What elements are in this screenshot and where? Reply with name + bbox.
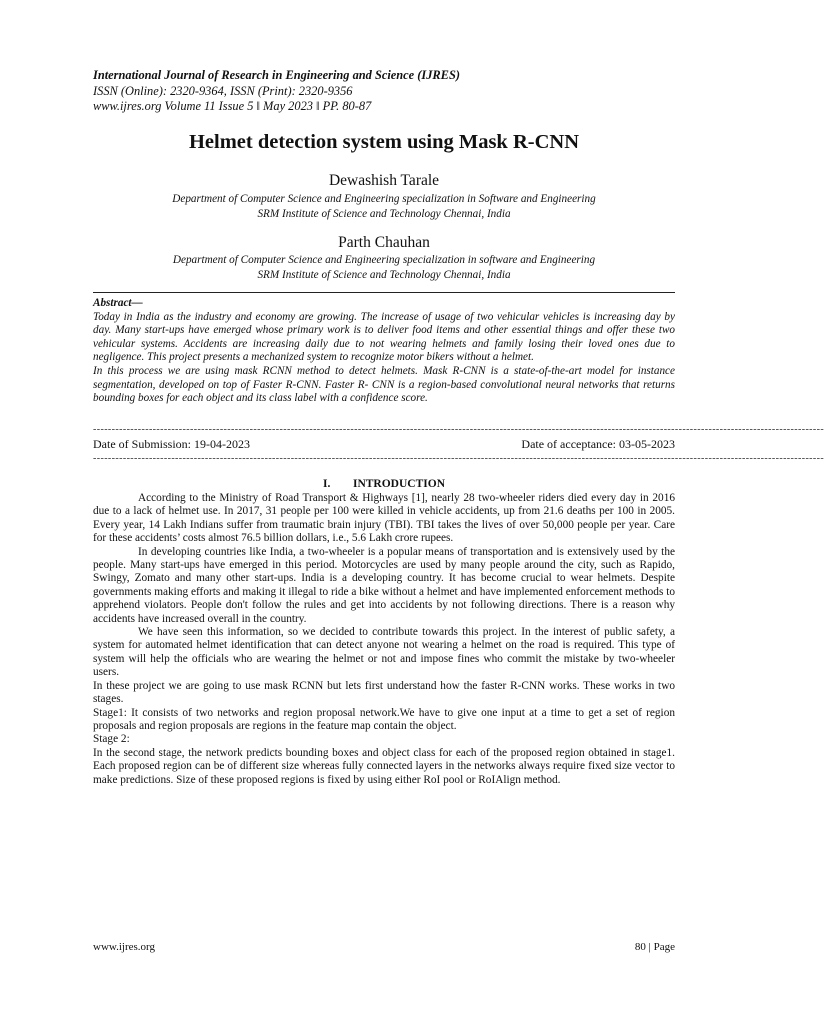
author-department-1: Department of Computer Science and Engineering specialization in Software and Engineering [172,193,596,205]
footer-site: www.ijres.org [93,941,156,953]
paper-title: Helmet detection system using Mask R-CNN [188,131,580,153]
author-name-1: Dewashish Tarale [328,172,440,189]
abstract-heading: Abstract— [93,297,143,309]
dashed-divider-bottom: ---------------------------------------------------------------------------------------------------------------------------------------------------------------------------------------------------- [93,453,824,464]
author-department-2: Department of Computer Science and Engineering specialization in software and Engineering [172,254,596,266]
journal-name: International Journal of Research in Engineering and Science (IJRES) [93,68,460,82]
body-paragraph: Stage 2: [93,733,130,746]
abstract-paragraph-1: Today in India as the industry and economy are growing. The increase of usage of two vehicular vehicles is increasing day by day. Many start-ups have emerged whose primary work is to deliver food items and other essential things and offer these two vehicular systems. Accidents are increasing daily due to not wearing helmets and family losing their loved ones due to negligence. This project presents a mechanized system to recognize motor bikers without a helmet. [93,310,675,364]
author-institution-1: SRM Institute of Science and Technology Chennai, India [257,208,511,220]
abstract-top-rule [93,292,675,293]
body-paragraph: Stage1: It consists of two networks and region proposal network.We have to give one input at a time to get a set of region proposals and region proposals are regions in the feature map contain the object. [93,706,675,732]
body-paragraph: We have seen this information, so we decided to contribute towards this project. In the interest of public safety, a system for automated helmet identification that can detect anyone not wearing a helmet on the road is required. This type of system will help the officials who are wearing the helmet or not and impose fines who commit the mistake by two-wheeler users. [93,626,675,679]
section-number: I. [322,478,331,490]
abstract [93,297,675,406]
body-paragraph: According to the Ministry of Road Transport & Highways [1], nearly 28 two-wheeler riders died every day in 2016 due to a lack of helmet use. In 2017, 31 people per 100 were killed in vehicle accidents, up from 21.6 deaths per 100 in 2005. Every year, 14 Lakh Indians suffer from traumatic brain injury (TBI). TBI takes the lives of over 50,000 people per year. Care for these accidents’ costs almost 76.5 billion dollars, i.e., 5.6 Lakh crore rupees. [93,492,675,545]
body-text [93,492,675,787]
dashed-divider-top: ---------------------------------------------------------------------------------------------------------------------------------------------------------------------------------------------------- [93,424,824,435]
journal-volume: www.ijres.org Volume 11 Issue 5 ǁ May 2023 ǁ PP. 80-87 [93,99,372,113]
author-name-2: Parth Chauhan [338,234,430,251]
section-title: INTRODUCTION [352,478,445,490]
acceptance-date: Date of acceptance: 03-05-2023 [521,437,675,451]
footer-page-number: 80 | Page [634,941,675,953]
abstract-paragraph-2: In this process we are using mask RCNN method to detect helmets. Mask R-CNN is a state-of-the-art model for instance segmentation, developed on top of Faster R-CNN. Faster R- CNN is a region-based convolutional neural networks that returns bounding boxes for each object and its class label with a confidence score. [93,364,675,405]
body-paragraph: In developing countries like India, a two-wheeler is a popular means of transportation and is extensively used by the people. Many start-ups have emerged in this period. Motorcycles are used by many people around the city, such as Rapido, Swingy, Zomato and many other start-ups. India is a developing country. It has become crucial to wear helmets. Despite governments making efforts and making it illegal to ride a bike without a helmet and have implemented enforcement methods to apprehend violators. People don't follow the rules and get into accidents by not following directions. There is a reason why accidents have increased overall in the country. [93,545,675,625]
section-heading [0,478,768,490]
body-paragraph: In these project we are going to use mask RCNN but lets first understand how the faster R-CNN works. These works in two stages. [93,679,675,706]
submission-date: Date of Submission: 19-04-2023 [93,437,250,451]
journal-issn: ISSN (Online): 2320-9364, ISSN (Print): 2320-9356 [93,84,353,98]
author-institution-2: SRM Institute of Science and Technology Chennai, India [257,269,511,281]
body-paragraph: In the second stage, the network predicts bounding boxes and object class for each of the proposed region obtained in stage1. Each proposed region can be of different size whereas fully connected layers in the networks always require fixed size vector to make predictions. Size of these proposed regions is fixed by using either RoI pool or RoIAlign method. [93,746,675,786]
